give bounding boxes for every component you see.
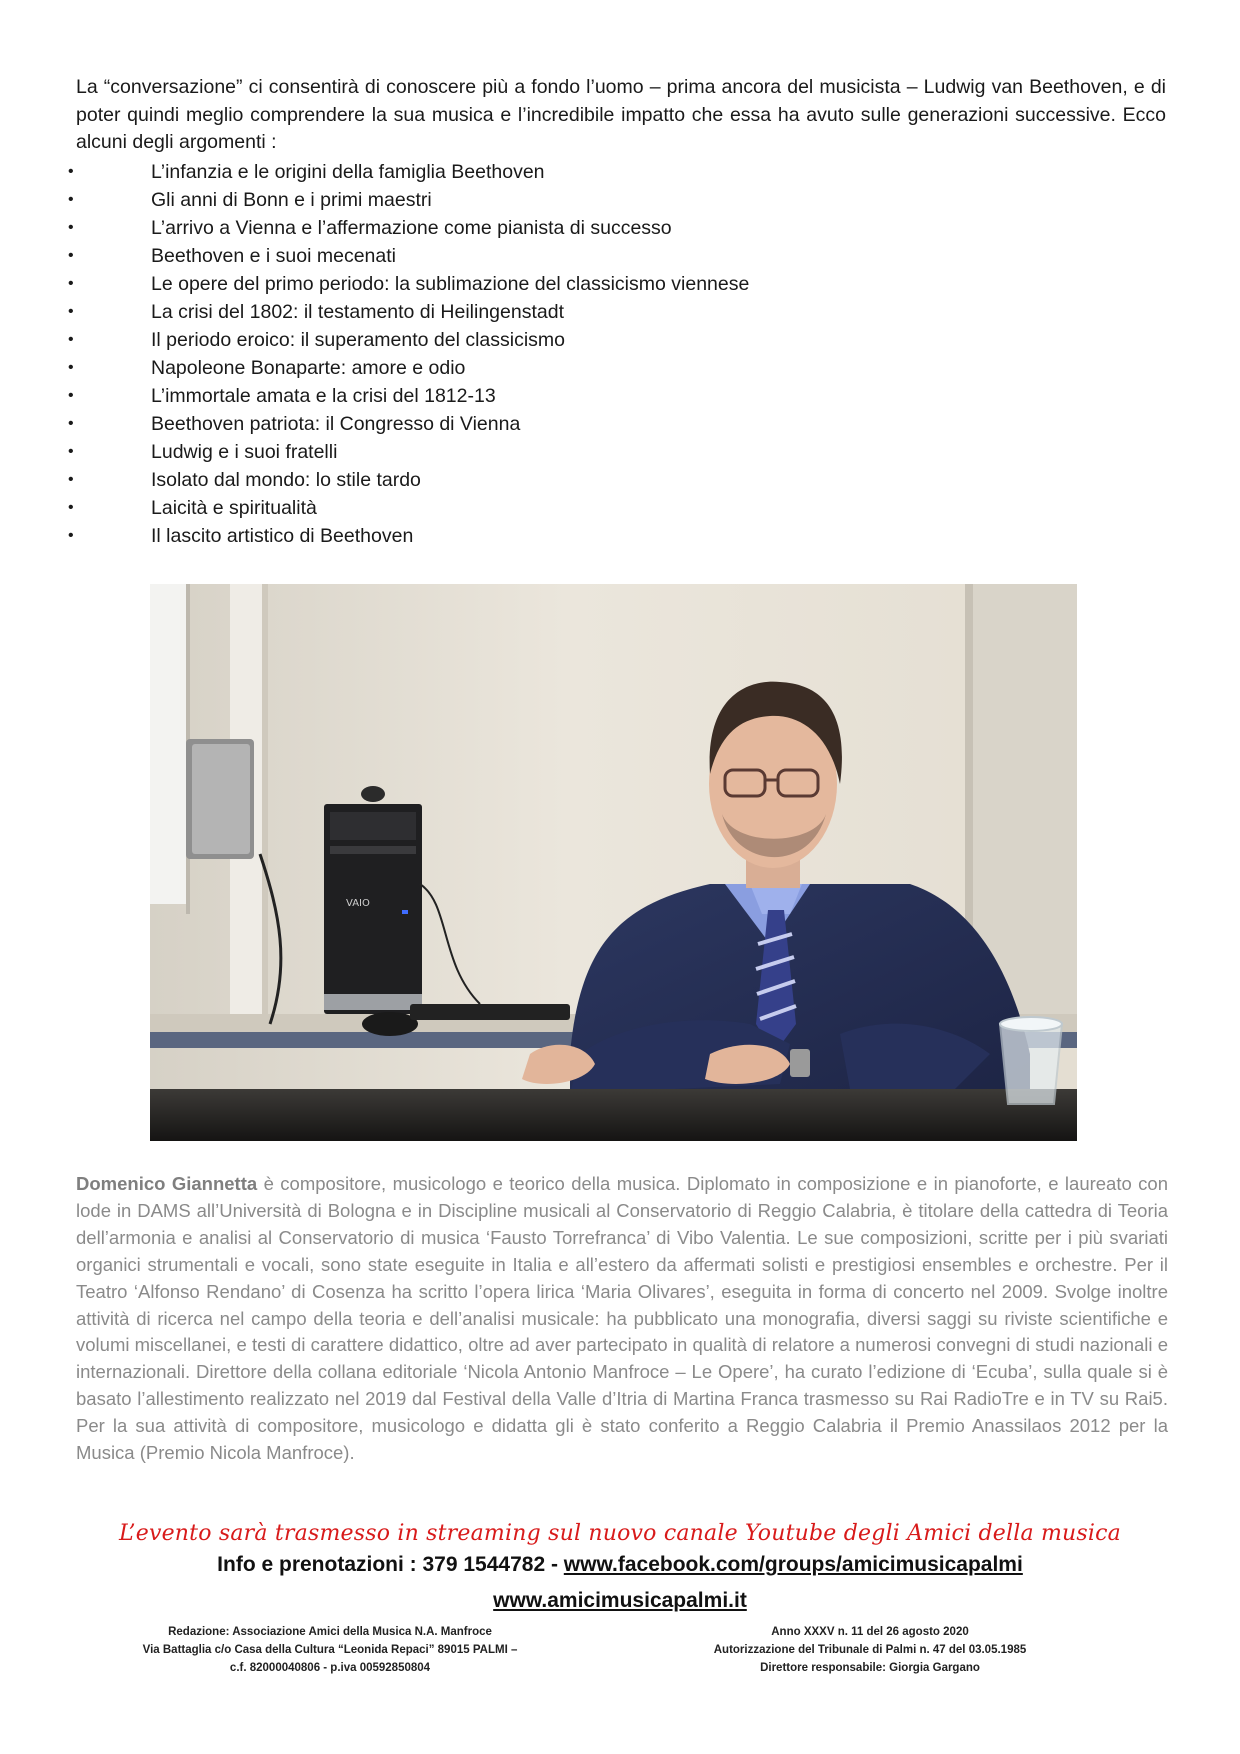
- topic-label: Laicità e spiritualità: [151, 497, 317, 519]
- pc-brand-label: VAIO: [346, 898, 370, 909]
- footer-line: Redazione: Associazione Amici della Musica N.A. Manfroce: [168, 1626, 492, 1638]
- bullet-icon: •: [68, 303, 74, 320]
- topic-label: L’infanzia e le origini della famiglia Beethoven: [151, 161, 545, 183]
- bullet-icon: •: [68, 247, 74, 264]
- footer-publication: [660, 1623, 1080, 1677]
- list-item: [64, 522, 1064, 550]
- topic-label: L’arrivo a Vienna e l’affermazione come pianista di successo: [151, 217, 672, 239]
- topic-label: Le opere del primo periodo: la sublimazione del classicismo viennese: [151, 273, 750, 295]
- portrait-photo: [150, 584, 1077, 1141]
- bullet-icon: •: [68, 415, 74, 432]
- bullet-icon: •: [68, 527, 74, 544]
- intro-paragraph: La “conversazione” ci consentirà di conoscere più a fondo l’uomo – prima ancora del musicista – Ludwig van Beethoven, e di poter quindi meglio comprendere la sua musica e l’incredibile impatto che essa ha avuto sulle generazioni successive. Ecco alcuni degli argomenti :: [76, 76, 1166, 153]
- bullet-icon: •: [68, 471, 74, 488]
- footer-line: Direttore responsabile: Giorgia Gargano: [760, 1662, 980, 1674]
- topic-label: La crisi del 1802: il testamento di Heilingenstadt: [151, 301, 564, 323]
- list-item: [64, 410, 1064, 438]
- info-label: Info e prenotazioni : 379 1544782 -: [217, 1553, 564, 1576]
- bullet-icon: •: [68, 443, 74, 460]
- topic-label: Il lascito artistico di Beethoven: [151, 525, 414, 547]
- bullet-icon: •: [68, 359, 74, 376]
- list-item: [64, 438, 1064, 466]
- list-item: [64, 158, 1064, 186]
- list-item: [64, 382, 1064, 410]
- topic-label: Ludwig e i suoi fratelli: [151, 441, 338, 463]
- list-item: [64, 214, 1064, 242]
- topic-label: Il periodo eroico: il superamento del classicismo: [151, 329, 566, 351]
- topic-label: Gli anni di Bonn e i primi maestri: [151, 189, 432, 211]
- website-line: [0, 1589, 1240, 1613]
- footer-line: Anno XXXV n. 11 del 26 agosto 2020: [771, 1626, 969, 1638]
- topic-label: Napoleone Bonaparte: amore e odio: [151, 357, 466, 379]
- bullet-icon: •: [68, 163, 74, 180]
- streaming-notice: L’evento sarà trasmesso in streaming sul nuovo canale Youtube degli Amici della musica: [119, 1521, 1121, 1546]
- topic-label: Beethoven e i suoi mecenati: [151, 245, 396, 267]
- facebook-link[interactable]: www.facebook.com/groups/amicimusicapalmi: [563, 1553, 1023, 1576]
- bullet-icon: •: [68, 275, 74, 292]
- list-item: [64, 298, 1064, 326]
- topic-label: Isolato dal mondo: lo stile tardo: [151, 469, 421, 491]
- list-item: [64, 466, 1064, 494]
- bullet-icon: •: [68, 499, 74, 516]
- topic-label: Beethoven patriota: il Congresso di Vienna: [151, 413, 521, 435]
- footer-editorial: [110, 1623, 550, 1677]
- bullet-icon: •: [68, 191, 74, 208]
- bullet-icon: •: [68, 387, 74, 404]
- bullet-icon: •: [68, 219, 74, 236]
- list-item: [64, 186, 1064, 214]
- bio-text: è compositore, musicologo e teorico della musica. Diplomato in composizione e in pianoforte, e laureato con lode in DAMS all’Università di Bologna e in Discipline musicali al Conservatorio di Reggio Calabria, è titolare della cattedra di Teoria dell’armonia e analisi al Conservatorio di musica ‘Fausto Torrefranca’ di Vibo Valentia. Le sue composizioni, scritte per i più svariati organici strumentali e vocali, sono state eseguite in Italia e all’estero da affermati solisti e prestigiosi ensembles e orchestre. Per il Teatro ‘Alfonso Rendano’ di Cosenza ha scritto l’opera lirica ‘Maria Olivares’, eseguita in forma di concerto nel 2009. Svolge inoltre attività di ricerca nel campo della teoria e dell’analisi musicale: ha pubblicato una monografia, diversi saggi su riviste scientifiche e volumi miscellanei, e testi di carattere didattico, oltre ad aver partecipato in qualità di relatore a numerosi convegni di studi nazionali e internazionali. Direttore della collana editoriale ‘Nicola Antonio Manfroce – Le Opere’, ha curato l’edizione di ‘Ecuba’, sulla quale si è basato l’allestimento realizzato nel 2019 dal Festival della Valle d’Itria di Martina Franca trasmesso su Rai RadioTre e in TV su Rai5. Per la sua attività di compositore, musicologo e didatta gli è stato conferito a Reggio Calabria il Premio Anassilaos 2012 per la Musica (Premio Nicola Manfroce).: [76, 1173, 1169, 1464]
- list-item: [64, 354, 1064, 382]
- website-link[interactable]: www.amicimusicapalmi.it: [493, 1589, 747, 1612]
- list-item: [64, 326, 1064, 354]
- info-line: [0, 1553, 1240, 1577]
- portrait-illustration: [150, 584, 1077, 1141]
- topic-label: L’immortale amata e la crisi del 1812-13: [151, 385, 496, 407]
- list-item: [64, 270, 1064, 298]
- footer-line: Via Battaglia c/o Casa della Cultura “Leonida Repaci” 89015 PALMI –: [142, 1644, 518, 1656]
- list-item: [64, 242, 1064, 270]
- footer-line: Autorizzazione del Tribunale di Palmi n. 47 del 03.05.1985: [713, 1644, 1027, 1656]
- biography-paragraph: [76, 1171, 1168, 1467]
- bullet-icon: •: [68, 331, 74, 348]
- topics-list: [64, 158, 1064, 550]
- footer-line: c.f. 82000040806 - p.iva 00592850804: [229, 1662, 431, 1674]
- bio-name: Domenico Giannetta: [76, 1173, 258, 1194]
- list-item: [64, 494, 1064, 522]
